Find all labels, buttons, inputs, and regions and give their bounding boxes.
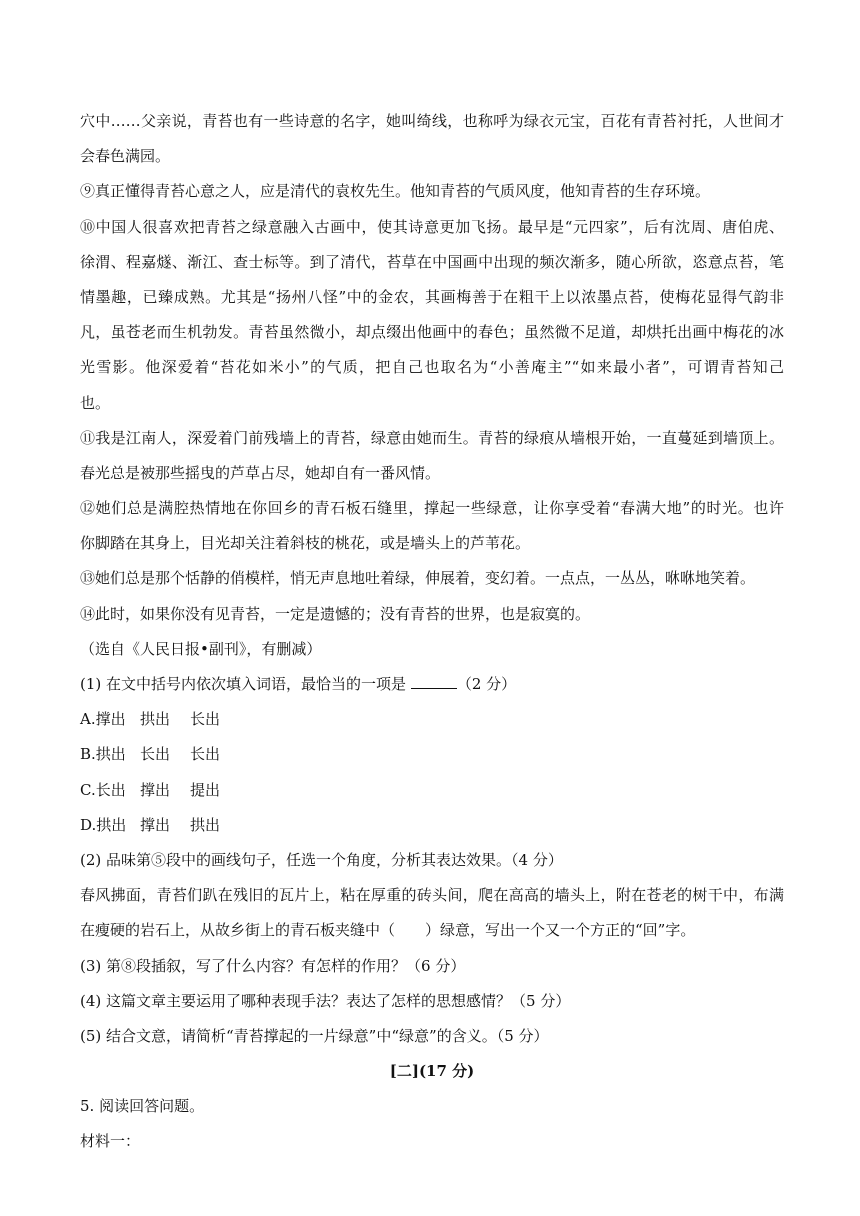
option-d-3: 拱出 bbox=[190, 815, 221, 834]
question-2: (2) 品味第⑤段中的画线句子，任选一个角度，分析其表达效果。（4 分） bbox=[80, 850, 563, 869]
paragraph-8-line-2: 会春色满园。 bbox=[80, 147, 171, 166]
question-2-quote-line-1: 春风拂面，青苔们趴在残旧的瓦片上，粘在厚重的砖头间，爬在高高的墙头上，附在苍老的树干中，布满 bbox=[80, 886, 784, 905]
paragraph-10-line-2: 徐渭、程嘉燧、渐江、查士标等。到了清代，苔草在中国画中出现的频次渐多，随心所欲，恣意点苔，笔 bbox=[80, 252, 784, 271]
question-1 bbox=[80, 667, 784, 702]
section-heading: [二](17 分) bbox=[389, 1062, 475, 1081]
paragraph-12-line-2: 你脚踏在其身上，目光却关注着斜枝的桃花，或是墙头上的芦苇花。 bbox=[80, 534, 531, 553]
question-1-score: （2 分） bbox=[456, 675, 517, 693]
paragraph-8-line-1: 穴中……父亲说，青苔也有一些诗意的名字，她叫绮线，也称呼为绿衣元宝，百花有青苔衬托，人世间才 bbox=[80, 112, 784, 130]
paragraph-10-line-3: 情墨趣，已臻成熟。尤其是“扬州八怪”中的金农，其画梅善于在粗干上以浓墨点苔，使梅花显得气韵非 bbox=[80, 287, 784, 306]
question-1-stem: (1) 在文中括号内依次填入词语，最恰当的一项是 bbox=[80, 675, 407, 693]
option-a-1: A.撑出 bbox=[80, 710, 126, 729]
option-b-3: 长出 bbox=[190, 745, 221, 764]
paragraph-10-line-4: 凡，虽苍老而生机勃发。青苔虽然微小，却点缀出他画中的春色；虽然微不足道，却烘托出画中梅花的冰 bbox=[80, 323, 784, 342]
question-3: (3) 第⑧段插叙，写了什么内容？有怎样的作用？（6 分） bbox=[80, 956, 466, 975]
paragraph-12-line-1: ⑫她们总是满腔热情地在你回乡的青石板石缝里，撑起一些绿意，让你享受着“春满大地”的时光。也许 bbox=[80, 499, 784, 518]
option-b-1: B.拱出 bbox=[80, 745, 126, 764]
option-b-2: 长出 bbox=[140, 745, 171, 764]
option-a bbox=[80, 702, 784, 737]
question-next: 5. 阅读回答问题。 bbox=[80, 1097, 205, 1116]
option-c bbox=[80, 773, 784, 808]
option-a-2: 拱出 bbox=[140, 710, 171, 729]
paragraph-10-line-1: ⑩中国人很喜欢把青苔之绿意融入古画中，使其诗意更加飞扬。最早是“元四家”，后有沈周、唐伯虎、 bbox=[80, 217, 784, 236]
paragraph-11-line-2: 春光总是被那些摇曳的芦草占尽，她却自有一番风情。 bbox=[80, 463, 441, 482]
option-c-2: 撑出 bbox=[140, 780, 171, 799]
option-d-1: D.拱出 bbox=[80, 815, 127, 834]
paragraph-14: ⑭此时，如果你没有见青苔，一定是遗憾的；没有青苔的世界，也是寂寞的。 bbox=[80, 604, 591, 623]
option-c-3: 提出 bbox=[190, 780, 221, 799]
question-5: (5) 结合文意，请简析“青苔撑起的一片绿意”中“绿意”的含义。（5 分） bbox=[80, 1026, 549, 1045]
answer-blank[interactable] bbox=[411, 676, 457, 689]
paragraph-13: ⑬她们总是那个恬静的俏模样，悄无声息地吐着绿，伸展着，变幻着。一点点，一丛丛，咻咻地笑着。 bbox=[80, 569, 756, 588]
option-d-2: 撑出 bbox=[140, 815, 171, 834]
source-note: （选自《人民日报•副刊》，有删减） bbox=[80, 639, 322, 658]
question-2-quote-line-2: 在瘦硬的岩石上，从故乡街上的青石板夹缝中（ ）绿意，写出一个又一个方正的“回”字。 bbox=[80, 921, 696, 940]
paragraph-10-line-6: 也。 bbox=[80, 393, 111, 412]
material-label: 材料一： bbox=[80, 1132, 141, 1151]
question-4: (4) 这篇文章主要运用了哪种表现手法？表达了怎样的思想感情？（5 分） bbox=[80, 991, 571, 1010]
option-d bbox=[80, 808, 784, 843]
option-c-1: C.长出 bbox=[80, 780, 126, 799]
paragraph-10-line-5: 光雪影。他深爱着“苔花如米小”的气质，把自己也取名为“小善庵主”“如来最小者”，可谓青苔知己 bbox=[80, 358, 784, 377]
paragraph-9: ⑨真正懂得青苔心意之人，应是清代的袁枚先生。他知青苔的气质风度，他知青苔的生存环境。 bbox=[80, 182, 711, 201]
document-page bbox=[80, 104, 784, 1160]
option-a-3: 长出 bbox=[190, 710, 221, 729]
option-b bbox=[80, 737, 784, 772]
paragraph-11-line-1: ⑪我是江南人，深爱着门前残墙上的青苔，绿意由她而生。青苔的绿痕从墙根开始，一直蔓延到墙顶上。 bbox=[80, 428, 784, 447]
